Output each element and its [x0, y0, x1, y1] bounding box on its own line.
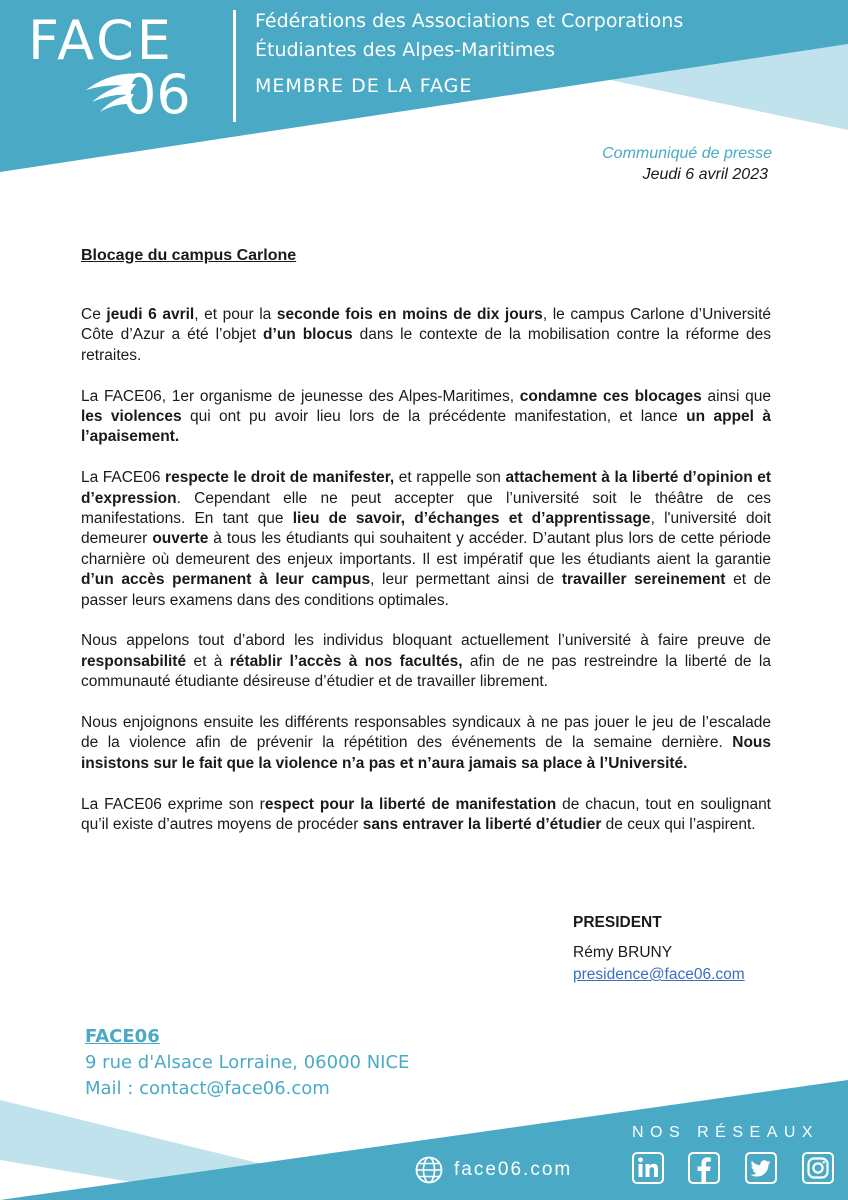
facebook-icon[interactable]: [688, 1152, 720, 1184]
press-release-label: Communiqué de presse: [602, 145, 772, 162]
document-body: [81, 305, 771, 856]
bold-text: respecte le droit de manifester,: [165, 469, 395, 487]
bold-text: condamne ces blocages: [519, 387, 702, 405]
bold-text: seconde fois en moins de dix jours: [276, 306, 543, 323]
bold-text: rétablir l’accès à nos facultés,: [229, 652, 463, 670]
text-run: , et pour la: [194, 306, 277, 323]
text-run: , l'université doit demeurer: [81, 510, 771, 548]
bold-text: responsabilité: [81, 652, 187, 670]
text-run: La FACE06: [81, 469, 166, 487]
text-run: La FACE06 exprime son r: [81, 795, 265, 813]
text-run: Nous appelons tout d’abord les individus bloquant actuellement l’université à faire preuve de: [81, 632, 771, 650]
text-run: , leur permettant ainsi de: [370, 571, 562, 589]
org-name-line-1: Fédérations des Associations et Corporations: [255, 10, 684, 32]
footer-address-block: [85, 1024, 409, 1102]
logo-number: 06: [122, 63, 191, 126]
paragraph: [81, 468, 771, 611]
text-run: de chacun, tout en soulignant qu’il existe d’autres moyens de procéder: [81, 795, 771, 834]
text-run: Ce: [81, 306, 107, 323]
text-run: et à: [186, 652, 230, 670]
text-run: ainsi que: [701, 387, 772, 405]
text-run: La FACE06, 1er organisme de jeunesse des Alpes-Maritimes,: [81, 387, 520, 405]
globe-icon: [414, 1155, 444, 1185]
bold-text: d’un blocus: [263, 326, 353, 344]
text-run: et rappelle son: [394, 469, 506, 487]
signature-block: [573, 912, 793, 986]
logo-word: FACE: [28, 9, 174, 72]
footer-org-link[interactable]: FACE06: [85, 1026, 160, 1047]
text-run: qui ont pu avoir lieu lors de la précédente manifestation, et lance: [181, 408, 687, 426]
website-link[interactable]: [414, 1152, 572, 1188]
document-title: Blocage du campus Carlone: [81, 247, 297, 264]
bold-text: jeudi 6 avril: [106, 306, 195, 323]
signatory-name: Rémy BRUNY: [573, 944, 673, 961]
paragraph: [81, 631, 771, 692]
bold-text: un appel à l’apaisement.: [81, 408, 771, 446]
signatory-role: PRESIDENT: [573, 914, 662, 931]
header-divider: [233, 10, 236, 122]
bold-text: sans entraver la liberté d’étudier: [362, 816, 602, 834]
text-run: Nous enjoignons ensuite les différents responsables syndicaux à ne pas jouer le jeu de l’escalade de la violence afin de prévenir la répétition des événements de la semaine dernière.: [81, 714, 771, 752]
org-name-line-2: Étudiantes des Alpes-Maritimes: [255, 39, 556, 61]
text-run: . Cependant elle ne peut accepter que l’université soit le théâtre de ces manifestations. En tant que: [81, 489, 771, 528]
bold-text: ouverte: [152, 530, 209, 548]
paragraph: [81, 387, 771, 448]
paragraph: [81, 713, 771, 774]
face06-logo: [28, 9, 218, 126]
signatory-email-link[interactable]: presidence@face06.com: [573, 966, 745, 983]
bold-text: d’un accès permanent à leur campus: [81, 571, 371, 589]
text-run: dans le contexte de la mobilisation contre la réforme des retraites.: [81, 326, 772, 364]
bold-text: espect pour la liberté de manifestation: [264, 795, 557, 813]
instagram-icon[interactable]: [802, 1152, 834, 1184]
bold-text: lieu de savoir, d’échanges et d’apprentissage: [292, 510, 651, 528]
text-run: , le campus Carlone d’Université Côte d’Azur a été l’objet: [81, 306, 771, 344]
text-run: de ceux qui l’aspirent.: [601, 816, 756, 834]
paragraph: [81, 305, 771, 366]
text-run: à tous les étudiants qui souhaitent y accéder. D’autant plus lors de cette période charnière où demeurent des enjeux importants. Il est impératif que les étudiants aient la garantie: [81, 530, 771, 568]
website-label: face06.com: [454, 1159, 573, 1180]
footer-address: 9 rue d'Alsace Lorraine, 06000 NICE: [85, 1052, 410, 1073]
member-of-fage: MEMBRE DE LA FAGE: [255, 75, 473, 97]
bold-text: travailler sereinement: [561, 571, 726, 589]
paragraph: [81, 795, 771, 836]
footer-mail[interactable]: Mail : contact@face06.com: [85, 1078, 330, 1099]
bold-text: attachement à la liberté d’opinion et d’expression: [81, 469, 771, 507]
twitter-icon[interactable]: [745, 1152, 777, 1184]
press-release-date: Jeudi 6 avril 2023: [642, 166, 768, 183]
bold-text: Nous insistons sur le fait que la violence n’a pas et n’aura jamais sa place à l’Université.: [81, 734, 771, 772]
bold-text: les violences: [81, 408, 182, 426]
text-run: afin de ne pas restreindre la liberté de la communauté étudiante désireuse d’étudier et de travailler librement.: [81, 652, 771, 691]
text-run: et de passer leurs examens dans des conditions optimales.: [81, 571, 771, 609]
linkedin-icon[interactable]: [632, 1152, 664, 1184]
networks-title: NOS RÉSEAUX: [632, 1124, 820, 1141]
